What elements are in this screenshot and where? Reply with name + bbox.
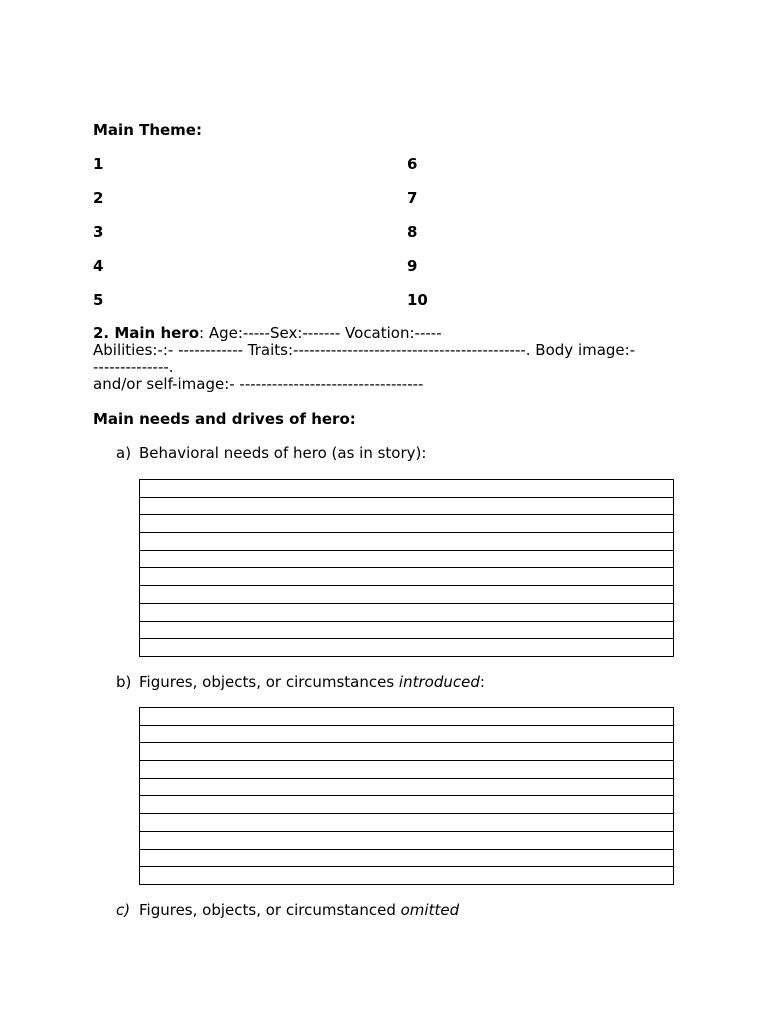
omitted-emphasis: omitted	[400, 901, 460, 919]
main-hero-label: 2. Main hero	[93, 324, 200, 342]
list-marker-b: b)	[116, 673, 132, 691]
table-row[interactable]	[140, 778, 674, 796]
omitted-label-text: Figures, objects, or circumstanced	[139, 901, 401, 919]
table-row[interactable]	[140, 867, 674, 885]
table-row[interactable]	[140, 550, 674, 568]
self-image-line: and/or self-image:- ----------------------------------	[93, 375, 424, 393]
table-row[interactable]	[140, 639, 674, 657]
list-marker-c: c)	[116, 901, 131, 919]
introduced-label-suffix: :	[479, 673, 485, 691]
behavioral-needs-table[interactable]	[139, 479, 674, 657]
table-row[interactable]	[140, 515, 674, 533]
main-hero-attributes: : Age:-----Sex:------- Vocation:-----	[199, 324, 442, 342]
theme-item-number: 2	[93, 189, 104, 207]
table-row[interactable]	[140, 480, 674, 498]
main-hero-section	[93, 325, 673, 393]
main-hero-line	[93, 325, 673, 342]
theme-item-number: 6	[407, 155, 418, 173]
theme-item-number: 7	[407, 189, 418, 207]
introduced-table[interactable]	[139, 707, 674, 885]
table-row[interactable]	[140, 725, 674, 743]
table-row[interactable]	[140, 568, 674, 586]
table-row[interactable]	[140, 814, 674, 832]
main-theme-heading: Main Theme:	[93, 121, 202, 139]
theme-item-number: 10	[407, 291, 428, 309]
table-row[interactable]	[140, 603, 674, 621]
body-image-continuation: --------------.	[93, 358, 174, 376]
table-row[interactable]	[140, 849, 674, 867]
needs-heading: Main needs and drives of hero:	[93, 410, 356, 428]
introduced-label-text: Figures, objects, or circumstances	[139, 673, 399, 691]
theme-item-number: 3	[93, 223, 104, 241]
theme-item-number: 4	[93, 257, 104, 275]
theme-item-number: 8	[407, 223, 418, 241]
abilities-traits-line: Abilities:-:- ------------ Traits:-------------------------------------------. Body image:-	[93, 341, 636, 359]
theme-item-number: 1	[93, 155, 104, 173]
theme-item-number: 9	[407, 257, 418, 275]
introduced-label	[139, 673, 485, 691]
list-marker-a: a)	[116, 444, 132, 462]
table-row[interactable]	[140, 708, 674, 726]
table-row[interactable]	[140, 621, 674, 639]
table-row[interactable]	[140, 743, 674, 761]
omitted-label	[139, 901, 459, 919]
behavioral-needs-label: Behavioral needs of hero (as in story):	[139, 444, 427, 462]
table-row[interactable]	[140, 831, 674, 849]
table-row[interactable]	[140, 761, 674, 779]
table-row[interactable]	[140, 533, 674, 551]
table-row[interactable]	[140, 796, 674, 814]
table-row[interactable]	[140, 497, 674, 515]
introduced-emphasis: introduced	[398, 673, 480, 691]
table-row[interactable]	[140, 586, 674, 604]
theme-item-number: 5	[93, 291, 104, 309]
